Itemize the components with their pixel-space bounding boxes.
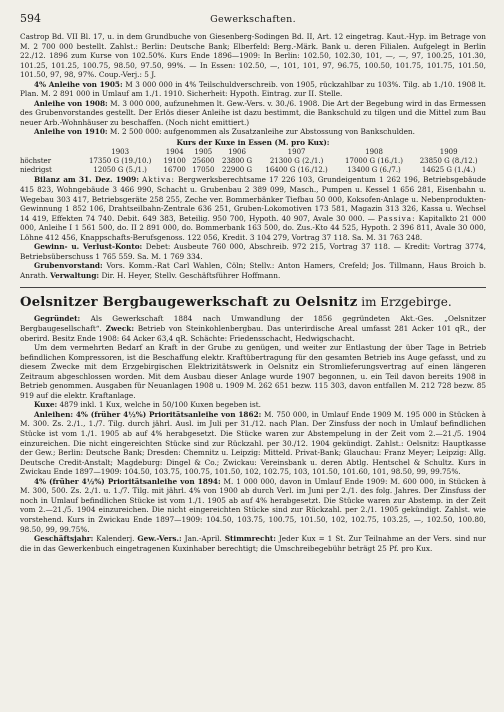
geschaeftsjahr-text: Kalenderj.	[93, 534, 135, 544]
kurs-cell: 17000 G (16./1.)	[345, 156, 403, 165]
gegruendet-label: Gegründet:	[34, 314, 81, 324]
kuxe-label: Kuxe:	[34, 400, 58, 410]
kurs-cell: 23800 G	[221, 156, 253, 165]
stimmrecht-text: Jeder Kux = 1 St. Zur Teilnahme an der Vers. sind nur die in das Gewerkenbuch eingetragenen Kuxinhaber berechtigt; die Umschreibegebühr beträgt 25 Pf. pro Kux.	[20, 534, 486, 553]
verwaltung-text: Dir. H. Heyer, Stellv. Geschäftsführer Hoffmann.	[99, 270, 281, 280]
kurs-year: 1903	[111, 147, 130, 156]
anleihe-1894-paragraph	[20, 477, 486, 534]
kurs-cell: 17050	[192, 166, 215, 175]
zweck-label: Zweck:	[105, 324, 135, 334]
kurs-cell: 13400 G (6./7.)	[347, 166, 401, 175]
anleihe-1894-label: 4% (früher 4½%) Prioritätsanleihe von 1894:	[34, 476, 221, 486]
page-header	[20, 14, 486, 28]
kurs-year: 1904	[165, 147, 184, 156]
anleihe-1910-label: Anleihe von 1910:	[34, 127, 108, 137]
kurs-year: 1909	[439, 147, 458, 156]
stimmrecht-label: Stimmrecht:	[224, 534, 276, 544]
section-title-main: Oelsnitzer Bergbaugewerkschaft zu Oelsnitz	[20, 295, 358, 311]
kraftanlage-paragraph: Um dem vermehrten Bedarf an Kraft in der Grube zu genügen, und weiter zur Entlastung der über Tage in Betrieb befindlichen Kompressoren, ist die Beschaffung elektr. Kraftübertragung für den gesamten Betrieb ins Auge gefasst, und zu diesem Zwecke mit dem Erzgebirgischen Elektrizitätswerk in Oelsnitz ein Stromlieferungsvertrag auf einen längeren Zeitraum abgeschlossen worden. Mit dem Ausbau dieser Anlage wurde 1907 begonnen, u. ein Teil davon bereits 1908 in Betrieb genommen. Ausgaben für Neuanlagen 1908 u. 1909 M. 262 651 bezw. 115 303, davon entfallen M. 212 728 bezw. 85 919 auf die elektr. Kraftanlage.	[20, 343, 486, 400]
passiva-label: Passiva:	[377, 213, 416, 223]
section-title	[20, 294, 486, 311]
kurs-years-row	[20, 148, 486, 157]
gewinn-verlust-label: Gewinn- u. Verlust-Konto:	[34, 242, 143, 252]
kurs-table	[20, 148, 486, 176]
kurs-cell: 21300 G (2./1.)	[269, 156, 324, 165]
anleihe-1905-paragraph	[20, 80, 486, 99]
grubenvorstand-label: Grubenvorstand:	[34, 261, 103, 271]
kurs-year: 1905	[194, 147, 213, 156]
anleihe-1910-text: M. 2 500 000: aufgenommen als Zusatzanleihe zur Abstossung von Bankschulden.	[107, 127, 415, 137]
kurs-cell: 14625 G (1./4.)	[421, 166, 476, 175]
kuxe-paragraph	[20, 400, 486, 410]
anleihe-1862-label: Anleihen: 4% (früher 4½%) Prioritätsanleihe von 1862:	[34, 409, 262, 419]
page-number: 594	[20, 12, 41, 25]
kurs-row-label: höchster	[20, 156, 52, 165]
aktiva-text: Bergwerksberechtsame 17 226 103, Grundeigentum 1 262 196, Betriebsgebäude 415 823, Wohngebäude 3 466 990, Schacht u. Grubenbau 2 389 099, Masch., Pumpen u. Kessel 1 656 281, Eisenbahn u. Wegebau 303 417, Betriebsgeräte 258 255, Zeche ver. Bommerbänker Tiefbau 50 000, Koksofen-Anlage u. Nebenprodukten-Gewinnung 1 852 106, Drahtseilbahn-Zentrale 636 251, Gruben-Lokomotiven 173 581, Magazin 313 326, Kassa u. Wechsel 14 419, Effekten 74 740. Debit. 649 383, Beteilig. 950 700, Hypoth. 40 907, Avale 30 000. —	[20, 175, 486, 223]
kurs-year: 1906	[228, 147, 246, 156]
section-title-sub: im Erzgebirge.	[357, 295, 452, 310]
anleihe-1905-label: 4% Anleihe von 1905:	[34, 79, 123, 89]
kurs-cell: 12050 G (5./1.)	[93, 166, 147, 175]
geschaeftsjahr-paragraph	[20, 534, 486, 553]
anleihe-1908-label: Anleihe von 1908:	[34, 98, 108, 108]
passiva-text: Kapitalkto 21 000 000, Anleihe I 1 561 500, do. II 2 891 000, do. Bommerbank 163 500, do. Zus.-Kto 44 525, Hypoth. 2 396 811, Avale 30 000, Löhne 412 456, Knappschafts-Berufsgenoss. 122 056, Kredit. 3 104 279, Vortrag 37 118. Sa. M. 31 763 248.	[20, 213, 486, 242]
kurs-cell: 16400 G (16./12.)	[265, 166, 328, 175]
anleihe-1862-paragraph	[20, 410, 486, 477]
kurs-cell: 16700	[163, 166, 186, 175]
anleihe-1862-text: M. 750 000, in Umlauf Ende 1909 M. 195 000 in Stücken à M. 300. Zs. 2./1., 1./7. Tilg. durch jährl. Ausl. im Juli per 31./12. nach Plan. Der Zinsfuss der noch in Umlauf befindlichen Stücke ist vom 1./1. 1905 ab auf 4% herabgesetzt. Die Stücke waren zur Abstempelung in der Zeit vom 2.—21./5. 1904 einzureichen. Die nicht eingereichten Stücke sind zur Rückzahl. per 30./12. 1904 gekündigt. Zahlst.: Oelsnitz: Hauptkasse der Gew.; Berlin: Deutsche Bank; Dresden: Chemnitz u. Leipzig: Mitteld. Privat-Bank; Glauchau: Franz Meyer; Leipzig: Allg. Deutsche Credit-Anstalt; Magdeburg: Dingel & Co.; Zwickau: Vereinsbank u. deren Abtlg. Hentschel & Schultz. Kurs in Zwickau Ende 1897—1909: 104.50, 103.75, 100.75, 101.50, 102, 102.75, 103, 101.50, 101.60, 101, 98.50, 99, 99.75%.	[20, 409, 486, 477]
kurs-cell: 19100	[163, 156, 186, 165]
gegruendet-paragraph	[20, 314, 486, 343]
kurs-hoechster-row	[20, 157, 486, 166]
anleihe-1910-paragraph	[20, 127, 486, 137]
kuxe-text: 4879 inkl. 1 Kux, welche in 50/100 Kuxen begeben ist.	[57, 400, 261, 410]
verwaltung-label: Verwaltung:	[50, 270, 100, 280]
kurs-table-title: Kurs der Kuxe in Essen (M. pro Kux):	[176, 138, 330, 148]
aktiva-label: Aktiva:	[142, 175, 175, 185]
gewinn-verlust-paragraph	[20, 242, 486, 261]
geschaeftsjahr-label: Geschäftsjahr:	[34, 534, 94, 544]
grubenvorstand-text: Vors. Komm.-Rat Carl Wahlen, Cöln; Stellv.: Anton Hamers, Crefeld; Jos. Tillmann, Haus Broich b. Anrath.	[20, 261, 486, 280]
gewerkenversammlung-text: Jan.-April.	[181, 534, 222, 544]
kurs-year: 1908	[365, 147, 383, 156]
kurs-year: 1907	[287, 147, 306, 156]
grubenvorstand-paragraph	[20, 261, 486, 280]
anleihe-1908-paragraph	[20, 99, 486, 128]
kurs-cell: 17350 G (19./10.)	[88, 156, 152, 165]
kurs-row-label: niedrigst	[20, 166, 52, 175]
gewinn-verlust-text: Debet: Ausbeute 760 000, Abschreib. 972 215, Vortrag 37 118. — Kredit: Vortrag 3774, Betriebsüberschuss 1 765 559. Sa. M. 1 769 334.	[20, 242, 487, 261]
running-title: Gewerkschaften.	[210, 14, 296, 25]
zweck-text: Betrieb von Steinkohlenbergbau. Das unterirdische Areal umfasst 281 Acker 101 qR., der oberird. Besitz Ende 1908: 64 Acker 63,4 qR. Schächte: Friedensschacht, Hedwigschacht.	[20, 324, 487, 343]
bilanz-paragraph	[20, 175, 486, 242]
gewerkenversammlung-label: Gew.-Vers.:	[137, 534, 182, 544]
kurs-cell: 23850 G (8./12.)	[419, 156, 478, 165]
kurs-niedrigst-row	[20, 166, 486, 175]
gegruendet-text: Als Gewerkschaft 1884 nach Umwandlung der 1856 gegründeten Akt.-Ges. „Oelsnitzer Bergbaugesellschaft“.	[20, 314, 486, 334]
bilanz-label: Bilanz am 31. Dez. 1909:	[34, 175, 139, 185]
anleihe-1894-text: M. 1 000 000, davon in Umlauf Ende 1909: M. 600 000, in Stücken à M. 300, 500. Zs. 2./1. u. 1./7. Tilg. mit jährl. 4% von 1900 ab durch Verl. im Juni per 2./1. des folg. Jahres. Der Zinsfuss der noch in Umlauf befindlichen Stücke ist vom 1./1. 1905 ab auf 4% herabgesetzt. Die Stücke waren zur Abstemp. in der Zeit vom 2.—21./5. 1904 einzureichen. Die nicht eingereichten Stücke sind zur Rückzahl. per 2./1. 1905 gekündigt. Zahlst. wie vorstehend. Kurs in Zwickau Ende 1897—1909: 104.50, 103.75, 100.75, 101.50, 102, 102.75, 103.25, —, 102.50, 100.80, 98.50, 99, 99.75%.	[20, 476, 486, 534]
entry-continuation-paragraph: Castrop Bd. VII Bl. 17, u. in dem Grundbuche von Giesenberg-Sodingen Bd. II, Art. 12 eingetrag. Kaut.-Hyp. im Betrage von M. 2 700 000 bestellt. Zahlst.: Berlin: Deutsche Bank; Elberfeld: Berg.-Märk. Bank u. deren Filialen. Aufgelegt in Berlin 22./12. 1896 zum Kurse von 102.50%. Kurs Ende 1896—1909: In Berlin: 102.50, 102.30, 101, —, —, 97, 100.25, 101.30, 101.25, 101.25, 100.75, 98.50, 97.50, 99%. — In Essen: 102.50, —, 101, 101, 97, 96.75, 100.50, 101.75, 101.75, 101.50, 101.50, 97, 98, 97%. Coup.-Verj.: 5 J.	[20, 32, 486, 80]
section-divider	[20, 287, 486, 288]
anleihe-1908-text: M. 3 000 000, aufzunehmen lt. Gew.-Vers. v. 30./6. 1908. Die Art der Begebung wird in das Ermessen des Grubenvorstandes gestellt. Der Erlös dieser Anleihe ist dazu bestimmt, die Bankschuld zu tilgen und die Mittel zum Bau neuer Arb.-Wohnhäuser zu beschaffen. (Noch nicht emittiert.)	[20, 98, 486, 127]
anleihe-1905-text: M 3 000 000 in 4% Teilschuldverschreib. von 1905, rückzahlbar zu 103%. Tilg. ab 1./10. 1908 lt. Plan. M. 2 891 000 in Umlauf am 1./1. 1910. Sicherheit: Hypoth. Eintrag. zur II. Stelle.	[20, 79, 487, 99]
kurs-cell: 25600	[192, 156, 215, 165]
kurs-cell: 22900 G	[221, 166, 253, 175]
